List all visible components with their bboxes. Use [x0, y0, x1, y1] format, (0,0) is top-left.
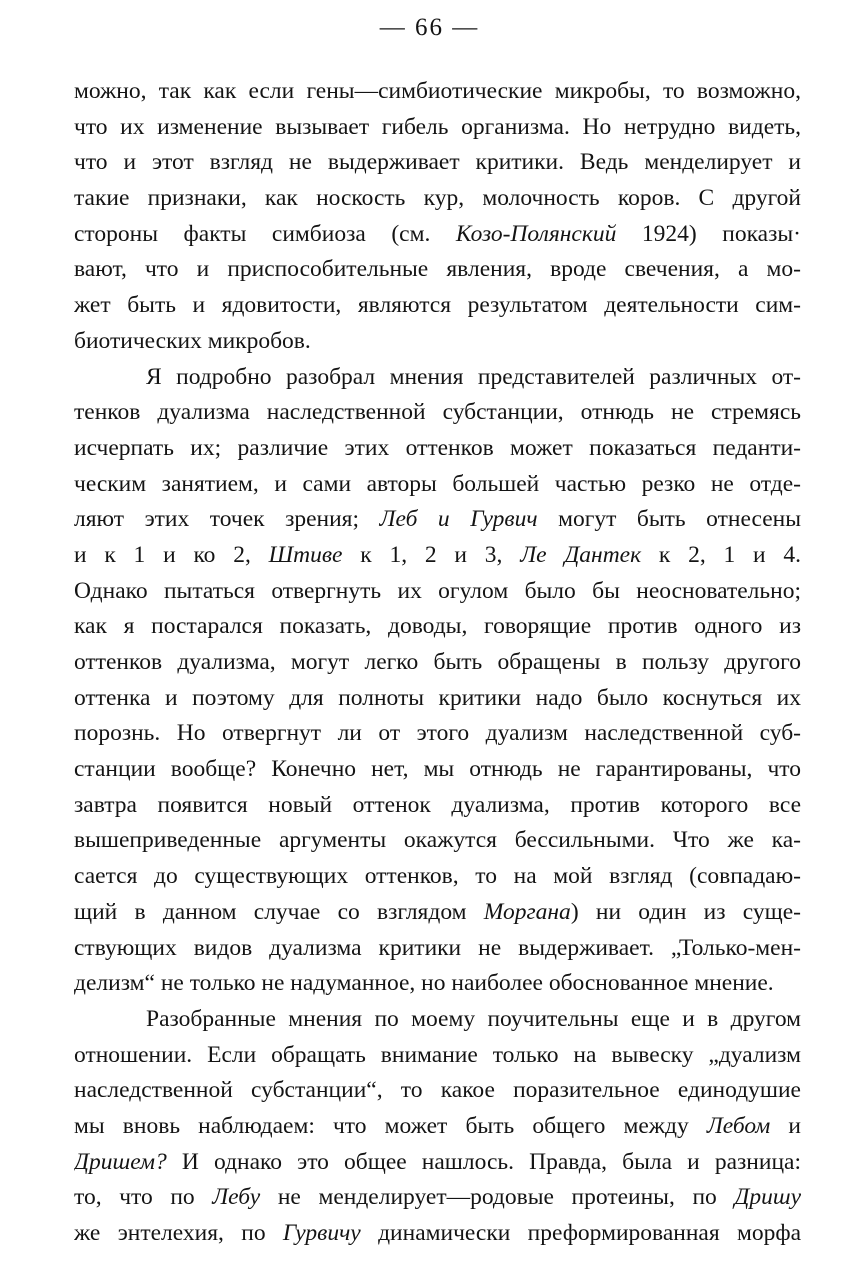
text-segment: мы вновь наблюдаем: что может быть общего между: [74, 1112, 707, 1139]
text-segment: могут быть отнесены: [537, 506, 801, 533]
text-line: [74, 467, 801, 503]
text-line: [74, 217, 801, 253]
text-line: [74, 110, 801, 146]
text-segment: вают, что и приспособительные явления, вроде свечения, а мо-: [74, 256, 801, 283]
text-segment: такие признаки, как носкость кур, молочность коров. С другой: [74, 185, 801, 212]
body-text: [74, 74, 801, 1252]
text-line: [74, 752, 801, 788]
text-line: [74, 431, 801, 467]
text-segment: делизм“ не только не надуманное, но наиболее обоснованное мнение.: [74, 970, 774, 997]
text-line: [74, 645, 801, 681]
text-segment: наследственной субстанции“, то какое поразительное единодушие: [74, 1077, 801, 1104]
text-line: [74, 931, 801, 967]
italic-name: Ле Дантек: [520, 541, 642, 568]
text-line: [74, 788, 801, 824]
text-segment: Я подробно разобрал мнения представителей различных от-: [146, 363, 801, 390]
text-segment: к 2, 1 и 4.: [641, 541, 801, 568]
text-line: [74, 1180, 801, 1216]
text-segment: отношении. Если обращать внимание только на вывеску „дуализм: [74, 1041, 801, 1068]
text-segment: Однако пытаться отвергнуть их огулом было бы неосновательно;: [74, 577, 801, 604]
text-segment: ляют этих точек зрения;: [74, 506, 380, 533]
text-line: [74, 145, 801, 181]
text-line: [74, 1109, 801, 1145]
text-segment: то, что по: [74, 1184, 213, 1211]
text-segment: что и этот взгляд не выдерживает критики. Ведь менделирует и: [74, 149, 801, 176]
text-segment: Разобранные мнения по моему поучительны еще и в другом: [146, 1005, 801, 1032]
text-line: [74, 966, 801, 1002]
text-segment: как я постарался показать, доводы, говорящие против одного из: [74, 613, 801, 640]
text-line: [74, 609, 801, 645]
italic-name: Моргана: [483, 898, 571, 925]
text-line: [74, 74, 801, 110]
text-segment: вышеприведенные аргументы окажутся бессильными. Что же ка-: [74, 827, 801, 854]
text-segment: тенков дуализма наследственной субстанции, отнюдь не стремясь: [74, 399, 801, 426]
text-line: [74, 324, 801, 360]
text-line: [74, 252, 801, 288]
text-line: [74, 859, 801, 895]
text-line: [74, 1038, 801, 1074]
text-segment: динамически преформированная морфа: [360, 1220, 801, 1246]
italic-name: Гурвичу: [282, 1220, 361, 1246]
text-segment: что их изменение вызывает гибель организма. Но нетрудно видеть,: [74, 113, 801, 140]
text-segment: ческим занятием, и сами авторы большей частью резко не отде-: [74, 470, 801, 497]
text-segment: И однако это общее нашлось. Правда, была и разница:: [166, 1148, 801, 1175]
text-line: [74, 1002, 801, 1038]
italic-name: Дришем?: [74, 1148, 167, 1175]
text-line: [74, 288, 801, 324]
text-segment: оттенков дуализма, могут легко быть обращены в пользу другого: [74, 649, 801, 675]
text-line: [74, 1073, 801, 1109]
text-segment: оттенка и поэтому для полноты критики надо было коснуться их: [74, 684, 801, 711]
text-segment: завтра появится новый оттенок дуализма, против которого все: [74, 791, 801, 818]
text-line: [74, 1216, 801, 1252]
text-segment: ствующих видов дуализма критики не выдерживает. „Только-мен-: [74, 934, 801, 961]
text-line: [74, 502, 801, 538]
text-segment: к 1, 2 и 3,: [342, 541, 521, 568]
italic-name: Лебу: [212, 1184, 261, 1211]
text-segment: исчерпать их; различие этих оттенков может показаться педанти-: [74, 434, 801, 461]
text-segment: биотических микробов.: [74, 327, 311, 354]
italic-name: Лебом: [706, 1112, 771, 1139]
text-line: [74, 395, 801, 431]
italic-name: Козо-Полянский: [455, 220, 617, 247]
text-line: [74, 681, 801, 717]
text-segment: 1924) показы·: [616, 220, 801, 247]
text-line: [74, 360, 801, 396]
text-line: [74, 895, 801, 931]
text-segment: стороны факты симбиоза (см.: [74, 220, 456, 247]
text-segment: можно, так как если гены—симбиотические микробы, то возможно,: [74, 78, 801, 104]
page-number: — 66 —: [379, 14, 480, 41]
text-line: [74, 574, 801, 610]
text-segment: сается до существующих оттенков, то на мой взгляд (совпадаю-: [74, 863, 801, 890]
text-line: [74, 1145, 801, 1181]
text-segment: ) ни один из суще-: [570, 898, 801, 925]
text-line: [74, 823, 801, 859]
text-segment: и: [770, 1112, 801, 1139]
text-segment: же энтелехия, по: [74, 1220, 283, 1246]
text-segment: не менделирует—родовые протеины, по: [260, 1184, 735, 1211]
text-line: [74, 181, 801, 217]
text-segment: станции вообще? Конечно нет, мы отнюдь не гарантированы, что: [74, 756, 801, 783]
text-line: [74, 538, 801, 574]
text-segment: порознь. Но отвергнут ли от этого дуализм наследственной суб-: [74, 720, 801, 747]
text-segment: и к 1 и ко 2,: [74, 541, 269, 568]
italic-name: Дришу: [734, 1184, 801, 1211]
text-segment: щий в данном случае со взглядом: [74, 898, 484, 925]
italic-name: Леб и Гурвич: [379, 506, 538, 533]
text-segment: жет быть и ядовитости, являются результатом деятельности сим-: [74, 292, 801, 319]
text-line: [74, 716, 801, 752]
italic-name: Штиве: [268, 541, 343, 568]
